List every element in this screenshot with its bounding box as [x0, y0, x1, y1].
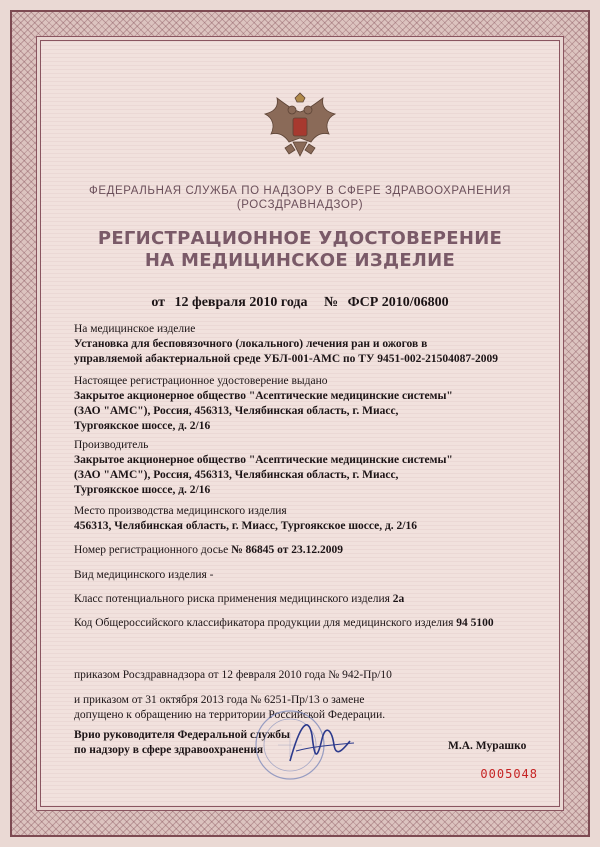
manufacturer-line1: Закрытое акционерное общество "Асептические медицинские системы" [74, 454, 453, 466]
signatory-position-line2: по надзору в сфере здравоохранения [74, 744, 264, 756]
device-name-line1: Установка для бесповязочного (локального) лечения ран и ожогов в [74, 338, 428, 350]
issued-to-section [74, 374, 544, 434]
dossier-section [74, 543, 544, 558]
okp-code-label: Код Общероссийского классификатора продукции для медицинского изделия [74, 617, 454, 629]
date-prefix: от [151, 295, 166, 310]
manufacturer-line2: (ЗАО "АМС"), Россия, 456313, Челябинская область, г. Миасс, [74, 469, 399, 481]
number-prefix: № [324, 295, 339, 310]
manufacturer-line3: Тургоякское шоссе, д. 2/16 [74, 484, 211, 496]
manufacturer-section [74, 438, 544, 498]
order-line1: приказом Росздравнадзора от 12 февраля 2010 года № 942-Пр/10 [74, 669, 392, 681]
serial-number: 0005048 [480, 767, 538, 781]
dossier-value: № 86845 от 23.12.2009 [231, 544, 344, 556]
dossier-label: Номер регистрационного досье [74, 544, 229, 556]
certificate-date-number [60, 295, 540, 311]
risk-class-section [74, 592, 544, 607]
document-title-line2: НА МЕДИЦИНСКОЕ ИЗДЕЛИЕ [144, 250, 456, 271]
manufacturer-label: Производитель [74, 439, 149, 451]
official-seal-and-signature-icon [250, 705, 360, 785]
issued-to-line2: (ЗАО "АМС"), Россия, 456313, Челябинская область, г. Миасс, [74, 405, 399, 417]
risk-class-value: 2а [392, 593, 405, 605]
certificate-date: 12 февраля 2010 года [174, 295, 308, 310]
device-name-line2: управляемой абактериальной среде УБЛ-001-АМС по ТУ 9451-002-21504087-2009 [74, 353, 499, 365]
order-line2: и приказом от 31 октября 2013 года № 6251-Пр/13 о замене [74, 694, 365, 706]
production-site-section [74, 504, 544, 534]
production-site-value: 456313, Челябинская область, г. Миасс, Тургоякское шоссе, д. 2/16 [74, 520, 417, 532]
agency-abbreviation: (РОСЗДРАВНАДЗОР) [236, 199, 364, 211]
issued-to-line1: Закрытое акционерное общество "Асептические медицинские системы" [74, 390, 453, 402]
device-type-section [74, 568, 544, 583]
okp-code-value: 94 5100 [456, 617, 494, 629]
certificate-number: ФСР 2010/06800 [347, 295, 449, 310]
order-line3: допущено к обращению на территории Российской Федерации. [74, 709, 386, 721]
device-label: На медицинское изделие [74, 323, 196, 335]
okp-code-section [74, 616, 544, 631]
device-section [74, 322, 544, 367]
device-type-label: Вид медицинского изделия - [74, 569, 214, 581]
signatory-name: М.А. Мурашко [448, 740, 527, 752]
signatory-position-line1: Врио руководителя Федеральной службы [74, 729, 291, 741]
issued-to-line3: Тургоякское шоссе, д. 2/16 [74, 420, 211, 432]
risk-class-label: Класс потенциального риска применения медицинского изделия [74, 593, 390, 605]
agency-name: ФЕДЕРАЛЬНАЯ СЛУЖБА ПО НАДЗОРУ В СФЕРЕ ЗДРАВООХРАНЕНИЯ [88, 185, 512, 197]
document-title-line1: РЕГИСТРАЦИОННОЕ УДОСТОВЕРЕНИЕ [97, 228, 503, 249]
issued-to-label: Настоящее регистрационное удостоверение выдано [74, 375, 328, 387]
double-headed-eagle-emblem-icon [255, 90, 345, 170]
production-site-label: Место производства медицинского изделия [74, 505, 287, 517]
